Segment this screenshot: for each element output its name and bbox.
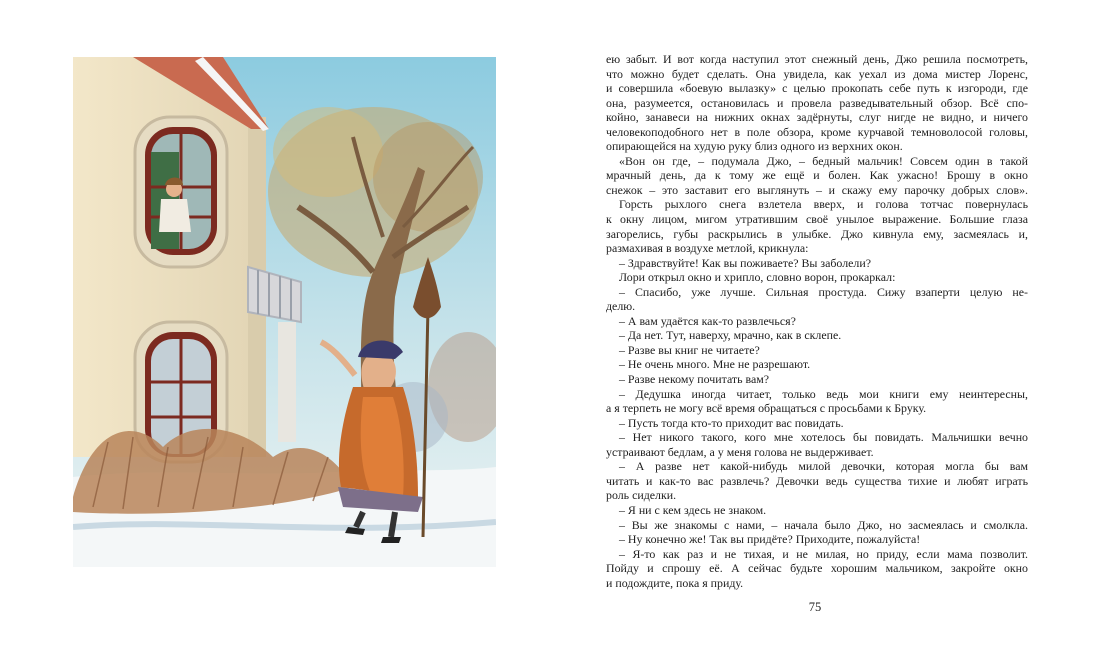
text-line: и подождите, пока я приду. (606, 575, 744, 590)
text-line: устраивают бедлам, а у меня голова не выдерживает. (606, 444, 874, 459)
page-number: 75 (808, 600, 822, 614)
text-line: а я терпеть не могу всё время обращаться с просьбами к Бруку. (606, 401, 927, 416)
book-illustration (73, 57, 496, 567)
text-line: Лори открыл окно и хрипло, словно ворон, прокаркал: (619, 270, 896, 285)
text-line: делю. (606, 299, 636, 314)
text-line: – Ну конечно же! Так вы придёте? Приходите, пожалуйста! (619, 532, 921, 547)
text-line: Горсть рыхлого снега взлетела вверх, и голова тотчас повернулась (619, 197, 1028, 212)
text-line: человекоподобного нет в поле обзора, кроме курчавой темноволосой головы, (606, 124, 1028, 139)
text-line: «Вон он где, – подумала Джо, – бедный мальчик! Совсем один в такой (619, 153, 1028, 168)
text-line: – Я ни с кем здесь не знаком. (619, 502, 767, 517)
text-line: загорелись, губы раскрылись в улыбке. Джо кивнула ему, засмеялась и, (606, 226, 1028, 241)
text-line: – Нет никого такого, кого мне хотелось бы повидать. Мальчишки вечно (619, 430, 1028, 445)
text-line: – Разве некому почитать вам? (619, 372, 770, 387)
text-line: что можно будет сделать. Она увидела, как уехал из дома мистер Лоренс, (606, 66, 1028, 81)
text-line: – Я-то как раз и не тихая, и не милая, но приду, если мама позволит. (619, 546, 1028, 561)
text-line: – А вам удаётся как-то развлечься? (619, 313, 796, 328)
text-line: она, разумеется, остановилась и провела разведывательный обзор. Всё спо- (606, 95, 1028, 110)
text-line: – Пусть тогда кто-то приходит вас повидать. (619, 415, 844, 430)
text-line: – Спасибо, уже лучше. Сильная простуда. Сижу взаперти целую не- (619, 284, 1028, 299)
text-line: снежок – это заставит его выглянуть – и скажу ему парочку добрых слов». (606, 182, 1028, 197)
text-line: койно, занавеси на нижних окнах задёрнуты, слуг нигде не видно, и ничего (606, 110, 1028, 125)
text-line: – Вы же знакомы с нами, – начала было Джо, но засмеялась и смолкла. (619, 517, 1028, 532)
text-line: – А разве нет какой-нибудь милой девочки, которая могла бы вам (619, 459, 1028, 474)
text-line: читать и как-то вас развлечь? Девочки ведь существа тихие и любят играть (606, 473, 1028, 488)
illustration-painting (73, 57, 496, 567)
text-line: размахивая в воздухе метлой, крикнула: (606, 241, 809, 256)
text-column (606, 52, 1028, 590)
text-line: – Здравствуйте! Как вы поживаете? Вы заболели? (619, 255, 871, 270)
text-line: и совершила «боевую вылазку» с целью прокопать себе путь к изгороди, где (606, 81, 1028, 96)
text-line: к окну лицом, мигом утратившим своё унылое выражение. Большие глаза (606, 212, 1028, 227)
text-line: мрачный день, да к тому же ещё и болен. Как ужасно! Брошу в окно (606, 168, 1028, 183)
text-line: – Разве вы книг не читаете? (619, 342, 760, 357)
text-line: роль сиделки. (606, 488, 677, 503)
text-line: – Да нет. Тут, наверху, мрачно, как в склепе. (619, 328, 842, 343)
text-line: опирающейся на худую руку близ одного из верхних окон. (606, 139, 903, 154)
text-line: Пойду и спрошу её. А сейчас будьте хорошим мальчиком, закройте окно (606, 561, 1028, 576)
text-line: ею забыт. И вот когда наступил этот снежный день, Джо решила посмотреть, (606, 52, 1028, 66)
text-line: – Не очень много. Мне не разрешают. (619, 357, 811, 372)
text-line: – Дедушка иногда читает, только ведь мои книги ему неинтересны, (619, 386, 1028, 401)
